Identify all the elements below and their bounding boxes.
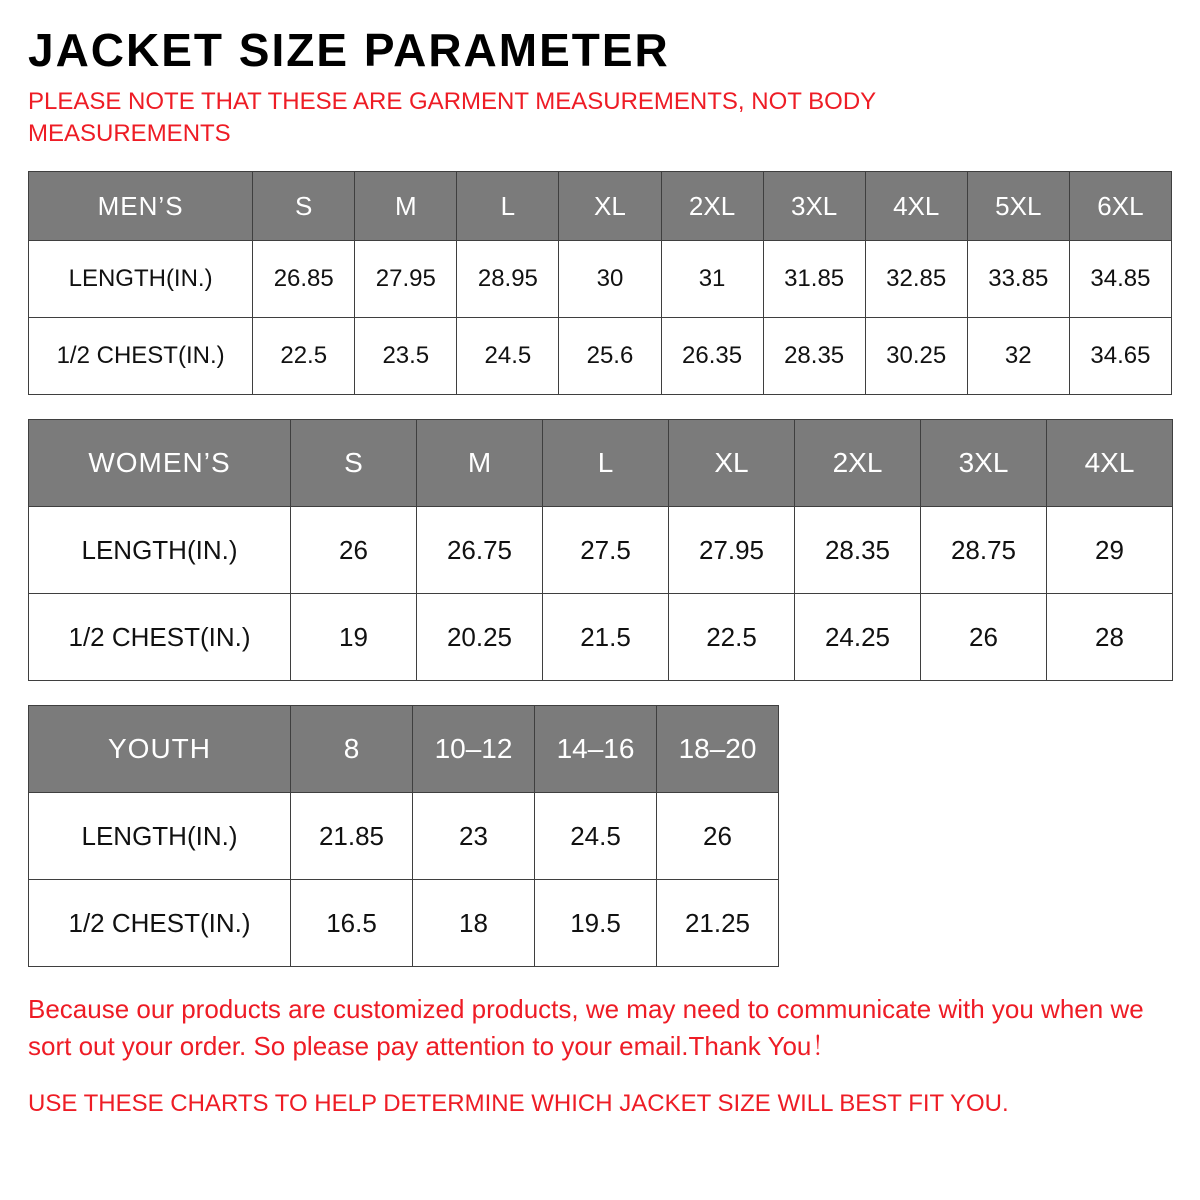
- mens-measurement-cell: 22.5: [253, 318, 355, 395]
- womens-measurement-cell: 26.75: [417, 507, 543, 594]
- youth-row-label: 1/2 CHEST(IN.): [29, 880, 291, 967]
- mens-measurement-cell: 25.6: [559, 318, 661, 395]
- mens-measurement-cell: 33.85: [967, 241, 1069, 318]
- womens-measurement-cell: 20.25: [417, 594, 543, 681]
- youth-measurement-cell: 16.5: [291, 880, 413, 967]
- womens-size-header: 2XL: [795, 420, 921, 507]
- mens-measurement-cell: 32.85: [865, 241, 967, 318]
- mens-size-header: 5XL: [967, 172, 1069, 241]
- youth-size-table: [28, 705, 779, 967]
- mens-measurement-cell: 31.85: [763, 241, 865, 318]
- mens-size-header: S: [253, 172, 355, 241]
- womens-measurement-cell: 21.5: [543, 594, 669, 681]
- womens-size-header: M: [417, 420, 543, 507]
- womens-measurement-cell: 28.75: [921, 507, 1047, 594]
- mens-measurement-cell: 34.65: [1069, 318, 1171, 395]
- mens-measurement-cell: 26.85: [253, 241, 355, 318]
- mens-size-header: 6XL: [1069, 172, 1171, 241]
- youth-header-row: [29, 706, 779, 793]
- womens-measurement-cell: 27.5: [543, 507, 669, 594]
- mens-size-header: XL: [559, 172, 661, 241]
- youth-measurement-cell: 26: [657, 793, 779, 880]
- mens-measurement-cell: 31: [661, 241, 763, 318]
- mens-measurement-cell: 28.95: [457, 241, 559, 318]
- womens-size-header: 4XL: [1047, 420, 1173, 507]
- mens-size-header: L: [457, 172, 559, 241]
- mens-size-header: 4XL: [865, 172, 967, 241]
- mens-measurement-cell: 27.95: [355, 241, 457, 318]
- womens-size-header: S: [291, 420, 417, 507]
- mens-size-header: 2XL: [661, 172, 763, 241]
- womens-size-table: [28, 419, 1173, 681]
- youth-size-header: 10–12: [413, 706, 535, 793]
- youth-size-header: 8: [291, 706, 413, 793]
- mens-measurement-cell: 34.85: [1069, 241, 1171, 318]
- chart-usage-note: USE THESE CHARTS TO HELP DETERMINE WHICH JACKET SIZE WILL BEST FIT YOU.: [28, 1090, 1009, 1118]
- table-row: [29, 241, 1172, 318]
- mens-table-label: MEN’S: [29, 172, 253, 241]
- table-row: [29, 793, 779, 880]
- womens-measurement-cell: 29: [1047, 507, 1173, 594]
- womens-measurement-cell: 28: [1047, 594, 1173, 681]
- youth-measurement-cell: 23: [413, 793, 535, 880]
- youth-size-header: 18–20: [657, 706, 779, 793]
- womens-measurement-cell: 26: [921, 594, 1047, 681]
- mens-row-label: LENGTH(IN.): [29, 241, 253, 318]
- youth-size-header: 14–16: [535, 706, 657, 793]
- womens-size-header: XL: [669, 420, 795, 507]
- mens-measurement-cell: 30.25: [865, 318, 967, 395]
- womens-measurement-cell: 27.95: [669, 507, 795, 594]
- mens-row-label: 1/2 CHEST(IN.): [29, 318, 253, 395]
- womens-measurement-cell: 28.35: [795, 507, 921, 594]
- customization-note: Because our products are customized products, we may need to communicate with you when we sort out your order. So please pay attention to your email.Thank You！: [28, 994, 1144, 1062]
- womens-measurement-cell: 19: [291, 594, 417, 681]
- womens-header-row: [29, 420, 1173, 507]
- mens-measurement-cell: 23.5: [355, 318, 457, 395]
- mens-measurement-cell: 24.5: [457, 318, 559, 395]
- mens-size-header: M: [355, 172, 457, 241]
- mens-size-header: 3XL: [763, 172, 865, 241]
- table-row: [29, 318, 1172, 395]
- womens-row-label: LENGTH(IN.): [29, 507, 291, 594]
- mens-size-table: [28, 171, 1172, 395]
- mens-measurement-cell: 32: [967, 318, 1069, 395]
- womens-measurement-cell: 22.5: [669, 594, 795, 681]
- garment-measurement-note: PLEASE NOTE THAT THESE ARE GARMENT MEASUREMENTS, NOT BODY MEASUREMENTS: [28, 87, 876, 147]
- youth-measurement-cell: 21.85: [291, 793, 413, 880]
- page-title: JACKET SIZE PARAMETER: [28, 24, 670, 76]
- youth-row-label: LENGTH(IN.): [29, 793, 291, 880]
- womens-size-header: L: [543, 420, 669, 507]
- mens-measurement-cell: 28.35: [763, 318, 865, 395]
- table-row: [29, 880, 779, 967]
- mens-measurement-cell: 30: [559, 241, 661, 318]
- mens-measurement-cell: 26.35: [661, 318, 763, 395]
- womens-measurement-cell: 26: [291, 507, 417, 594]
- youth-measurement-cell: 24.5: [535, 793, 657, 880]
- youth-measurement-cell: 19.5: [535, 880, 657, 967]
- youth-table-label: YOUTH: [29, 706, 291, 793]
- womens-table-label: WOMEN’S: [29, 420, 291, 507]
- womens-row-label: 1/2 CHEST(IN.): [29, 594, 291, 681]
- table-row: [29, 594, 1173, 681]
- womens-measurement-cell: 24.25: [795, 594, 921, 681]
- youth-measurement-cell: 21.25: [657, 880, 779, 967]
- mens-header-row: [29, 172, 1172, 241]
- table-row: [29, 507, 1173, 594]
- youth-measurement-cell: 18: [413, 880, 535, 967]
- womens-size-header: 3XL: [921, 420, 1047, 507]
